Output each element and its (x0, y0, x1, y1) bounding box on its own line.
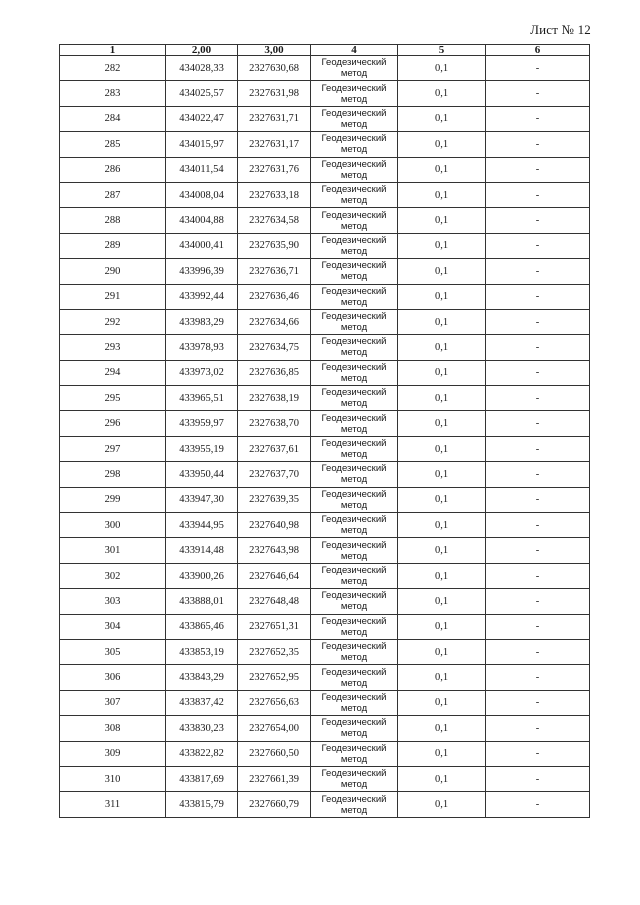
method-cell: Геодезический метод (311, 411, 398, 436)
description-cell: - (486, 690, 590, 715)
point-number-cell: 306 (60, 665, 166, 690)
x-coordinate-cell: 433888,01 (166, 589, 238, 614)
table-row (60, 614, 590, 639)
accuracy-cell: 0,1 (398, 639, 486, 664)
y-coordinate-cell: 2327637,61 (238, 436, 311, 461)
point-number-cell: 282 (60, 56, 166, 81)
method-cell: Геодезический метод (311, 132, 398, 157)
point-number-cell: 299 (60, 487, 166, 512)
x-coordinate-cell: 433914,48 (166, 538, 238, 563)
y-coordinate-cell: 2327660,79 (238, 792, 311, 817)
accuracy-cell: 0,1 (398, 792, 486, 817)
table-row (60, 563, 590, 588)
description-cell: - (486, 487, 590, 512)
y-coordinate-cell: 2327646,64 (238, 563, 311, 588)
method-cell: Геодезический метод (311, 208, 398, 233)
description-cell: - (486, 462, 590, 487)
x-coordinate-cell: 433817,69 (166, 766, 238, 791)
table-row (60, 157, 590, 182)
method-cell: Геодезический метод (311, 716, 398, 741)
method-cell: Геодезический метод (311, 182, 398, 207)
accuracy-cell: 0,1 (398, 81, 486, 106)
table-row (60, 182, 590, 207)
description-cell: - (486, 233, 590, 258)
point-number-cell: 290 (60, 259, 166, 284)
x-coordinate-cell: 434000,41 (166, 233, 238, 258)
header-method: 4 (311, 45, 398, 56)
y-coordinate-cell: 2327652,35 (238, 639, 311, 664)
x-coordinate-cell: 433843,29 (166, 665, 238, 690)
y-coordinate-cell: 2327643,98 (238, 538, 311, 563)
y-coordinate-cell: 2327656,63 (238, 690, 311, 715)
method-cell: Геодезический метод (311, 360, 398, 385)
method-cell: Геодезический метод (311, 259, 398, 284)
y-coordinate-cell: 2327639,35 (238, 487, 311, 512)
point-number-cell: 288 (60, 208, 166, 233)
table-row (60, 589, 590, 614)
y-coordinate-cell: 2327633,18 (238, 182, 311, 207)
accuracy-cell: 0,1 (398, 766, 486, 791)
x-coordinate-cell: 433978,93 (166, 335, 238, 360)
header-point-number: 1 (60, 45, 166, 56)
description-cell: - (486, 157, 590, 182)
y-coordinate-cell: 2327631,98 (238, 81, 311, 106)
description-cell: - (486, 132, 590, 157)
y-coordinate-cell: 2327634,75 (238, 335, 311, 360)
method-cell: Геодезический метод (311, 309, 398, 334)
x-coordinate-cell: 433973,02 (166, 360, 238, 385)
point-number-cell: 308 (60, 716, 166, 741)
x-coordinate-cell: 433955,19 (166, 436, 238, 461)
x-coordinate-cell: 433900,26 (166, 563, 238, 588)
point-number-cell: 284 (60, 106, 166, 131)
method-cell: Геодезический метод (311, 741, 398, 766)
x-coordinate-cell: 434011,54 (166, 157, 238, 182)
description-cell: - (486, 563, 590, 588)
table-row (60, 132, 590, 157)
description-cell: - (486, 335, 590, 360)
accuracy-cell: 0,1 (398, 462, 486, 487)
x-coordinate-cell: 434004,88 (166, 208, 238, 233)
x-coordinate-cell: 434028,33 (166, 56, 238, 81)
header-accuracy: 5 (398, 45, 486, 56)
point-number-cell: 303 (60, 589, 166, 614)
description-cell: - (486, 436, 590, 461)
table-row (60, 208, 590, 233)
method-cell: Геодезический метод (311, 81, 398, 106)
description-cell: - (486, 589, 590, 614)
table-row (60, 259, 590, 284)
table-row (60, 639, 590, 664)
accuracy-cell: 0,1 (398, 665, 486, 690)
sheet-number-label: Лист № 12 (530, 22, 591, 37)
y-coordinate-cell: 2327631,76 (238, 157, 311, 182)
method-cell: Геодезический метод (311, 690, 398, 715)
description-cell: - (486, 208, 590, 233)
header-description: 6 (486, 45, 590, 56)
accuracy-cell: 0,1 (398, 284, 486, 309)
accuracy-cell: 0,1 (398, 563, 486, 588)
accuracy-cell: 0,1 (398, 589, 486, 614)
accuracy-cell: 0,1 (398, 335, 486, 360)
accuracy-cell: 0,1 (398, 132, 486, 157)
description-cell: - (486, 284, 590, 309)
description-cell: - (486, 741, 590, 766)
y-coordinate-cell: 2327651,31 (238, 614, 311, 639)
point-number-cell: 285 (60, 132, 166, 157)
point-number-cell: 286 (60, 157, 166, 182)
x-coordinate-cell: 433959,97 (166, 411, 238, 436)
accuracy-cell: 0,1 (398, 436, 486, 461)
method-cell: Геодезический метод (311, 106, 398, 131)
y-coordinate-cell: 2327640,98 (238, 513, 311, 538)
y-coordinate-cell: 2327638,19 (238, 386, 311, 411)
table-row (60, 690, 590, 715)
description-cell: - (486, 259, 590, 284)
table-row (60, 233, 590, 258)
method-cell: Геодезический метод (311, 335, 398, 360)
accuracy-cell: 0,1 (398, 360, 486, 385)
x-coordinate-cell: 433815,79 (166, 792, 238, 817)
table-row (60, 436, 590, 461)
point-number-cell: 292 (60, 309, 166, 334)
point-number-cell: 300 (60, 513, 166, 538)
method-cell: Геодезический метод (311, 614, 398, 639)
x-coordinate-cell: 434025,57 (166, 81, 238, 106)
description-cell: - (486, 513, 590, 538)
x-coordinate-cell: 433996,39 (166, 259, 238, 284)
accuracy-cell: 0,1 (398, 716, 486, 741)
point-number-cell: 293 (60, 335, 166, 360)
table-row (60, 81, 590, 106)
accuracy-cell: 0,1 (398, 690, 486, 715)
method-cell: Геодезический метод (311, 538, 398, 563)
method-cell: Геодезический метод (311, 487, 398, 512)
method-cell: Геодезический метод (311, 639, 398, 664)
point-number-cell: 302 (60, 563, 166, 588)
description-cell: - (486, 56, 590, 81)
table-row (60, 462, 590, 487)
x-coordinate-cell: 433830,23 (166, 716, 238, 741)
description-cell: - (486, 716, 590, 741)
y-coordinate-cell: 2327637,70 (238, 462, 311, 487)
description-cell: - (486, 766, 590, 791)
accuracy-cell: 0,1 (398, 182, 486, 207)
point-number-cell: 298 (60, 462, 166, 487)
table-row (60, 716, 590, 741)
coordinates-table-container (59, 44, 589, 818)
method-cell: Геодезический метод (311, 665, 398, 690)
y-coordinate-cell: 2327634,66 (238, 309, 311, 334)
accuracy-cell: 0,1 (398, 157, 486, 182)
point-number-cell: 295 (60, 386, 166, 411)
x-coordinate-cell: 433965,51 (166, 386, 238, 411)
description-cell: - (486, 386, 590, 411)
point-number-cell: 307 (60, 690, 166, 715)
method-cell: Геодезический метод (311, 792, 398, 817)
description-cell: - (486, 639, 590, 664)
point-number-cell: 296 (60, 411, 166, 436)
point-number-cell: 305 (60, 639, 166, 664)
accuracy-cell: 0,1 (398, 538, 486, 563)
table-row (60, 513, 590, 538)
x-coordinate-cell: 433865,46 (166, 614, 238, 639)
table-row (60, 766, 590, 791)
point-number-cell: 283 (60, 81, 166, 106)
y-coordinate-cell: 2327635,90 (238, 233, 311, 258)
description-cell: - (486, 792, 590, 817)
x-coordinate-cell: 433822,82 (166, 741, 238, 766)
accuracy-cell: 0,1 (398, 386, 486, 411)
table-row (60, 665, 590, 690)
table-row (60, 284, 590, 309)
accuracy-cell: 0,1 (398, 411, 486, 436)
method-cell: Геодезический метод (311, 563, 398, 588)
table-row (60, 741, 590, 766)
header-x-coordinate: 2,00 (166, 45, 238, 56)
coordinates-table (59, 44, 590, 818)
y-coordinate-cell: 2327654,00 (238, 716, 311, 741)
x-coordinate-cell: 433853,19 (166, 639, 238, 664)
y-coordinate-cell: 2327660,50 (238, 741, 311, 766)
x-coordinate-cell: 434015,97 (166, 132, 238, 157)
y-coordinate-cell: 2327634,58 (238, 208, 311, 233)
table-row (60, 386, 590, 411)
point-number-cell: 304 (60, 614, 166, 639)
method-cell: Геодезический метод (311, 589, 398, 614)
y-coordinate-cell: 2327636,85 (238, 360, 311, 385)
description-cell: - (486, 360, 590, 385)
y-coordinate-cell: 2327631,71 (238, 106, 311, 131)
accuracy-cell: 0,1 (398, 309, 486, 334)
accuracy-cell: 0,1 (398, 487, 486, 512)
point-number-cell: 297 (60, 436, 166, 461)
x-coordinate-cell: 433947,30 (166, 487, 238, 512)
table-row (60, 487, 590, 512)
method-cell: Геодезический метод (311, 284, 398, 309)
method-cell: Геодезический метод (311, 766, 398, 791)
method-cell: Геодезический метод (311, 386, 398, 411)
table-body (60, 56, 590, 818)
accuracy-cell: 0,1 (398, 259, 486, 284)
table-row (60, 538, 590, 563)
method-cell: Геодезический метод (311, 462, 398, 487)
description-cell: - (486, 182, 590, 207)
y-coordinate-cell: 2327636,46 (238, 284, 311, 309)
point-number-cell: 294 (60, 360, 166, 385)
y-coordinate-cell: 2327638,70 (238, 411, 311, 436)
accuracy-cell: 0,1 (398, 208, 486, 233)
method-cell: Геодезический метод (311, 233, 398, 258)
table-row (60, 309, 590, 334)
y-coordinate-cell: 2327630,68 (238, 56, 311, 81)
x-coordinate-cell: 433950,44 (166, 462, 238, 487)
table-header-row (60, 45, 590, 56)
method-cell: Геодезический метод (311, 56, 398, 81)
x-coordinate-cell: 433944,95 (166, 513, 238, 538)
description-cell: - (486, 411, 590, 436)
x-coordinate-cell: 433992,44 (166, 284, 238, 309)
header-y-coordinate: 3,00 (238, 45, 311, 56)
y-coordinate-cell: 2327652,95 (238, 665, 311, 690)
description-cell: - (486, 106, 590, 131)
y-coordinate-cell: 2327648,48 (238, 589, 311, 614)
method-cell: Геодезический метод (311, 436, 398, 461)
accuracy-cell: 0,1 (398, 513, 486, 538)
description-cell: - (486, 309, 590, 334)
accuracy-cell: 0,1 (398, 106, 486, 131)
description-cell: - (486, 81, 590, 106)
method-cell: Геодезический метод (311, 157, 398, 182)
description-cell: - (486, 538, 590, 563)
y-coordinate-cell: 2327631,17 (238, 132, 311, 157)
point-number-cell: 310 (60, 766, 166, 791)
description-cell: - (486, 614, 590, 639)
point-number-cell: 291 (60, 284, 166, 309)
table-row (60, 411, 590, 436)
x-coordinate-cell: 434022,47 (166, 106, 238, 131)
point-number-cell: 309 (60, 741, 166, 766)
accuracy-cell: 0,1 (398, 614, 486, 639)
table-row (60, 106, 590, 131)
accuracy-cell: 0,1 (398, 56, 486, 81)
table-row (60, 792, 590, 817)
accuracy-cell: 0,1 (398, 741, 486, 766)
y-coordinate-cell: 2327661,39 (238, 766, 311, 791)
point-number-cell: 287 (60, 182, 166, 207)
point-number-cell: 289 (60, 233, 166, 258)
accuracy-cell: 0,1 (398, 233, 486, 258)
point-number-cell: 301 (60, 538, 166, 563)
table-row (60, 360, 590, 385)
table-row (60, 56, 590, 81)
x-coordinate-cell: 433837,42 (166, 690, 238, 715)
point-number-cell: 311 (60, 792, 166, 817)
method-cell: Геодезический метод (311, 513, 398, 538)
x-coordinate-cell: 433983,29 (166, 309, 238, 334)
description-cell: - (486, 665, 590, 690)
x-coordinate-cell: 434008,04 (166, 182, 238, 207)
table-row (60, 335, 590, 360)
y-coordinate-cell: 2327636,71 (238, 259, 311, 284)
